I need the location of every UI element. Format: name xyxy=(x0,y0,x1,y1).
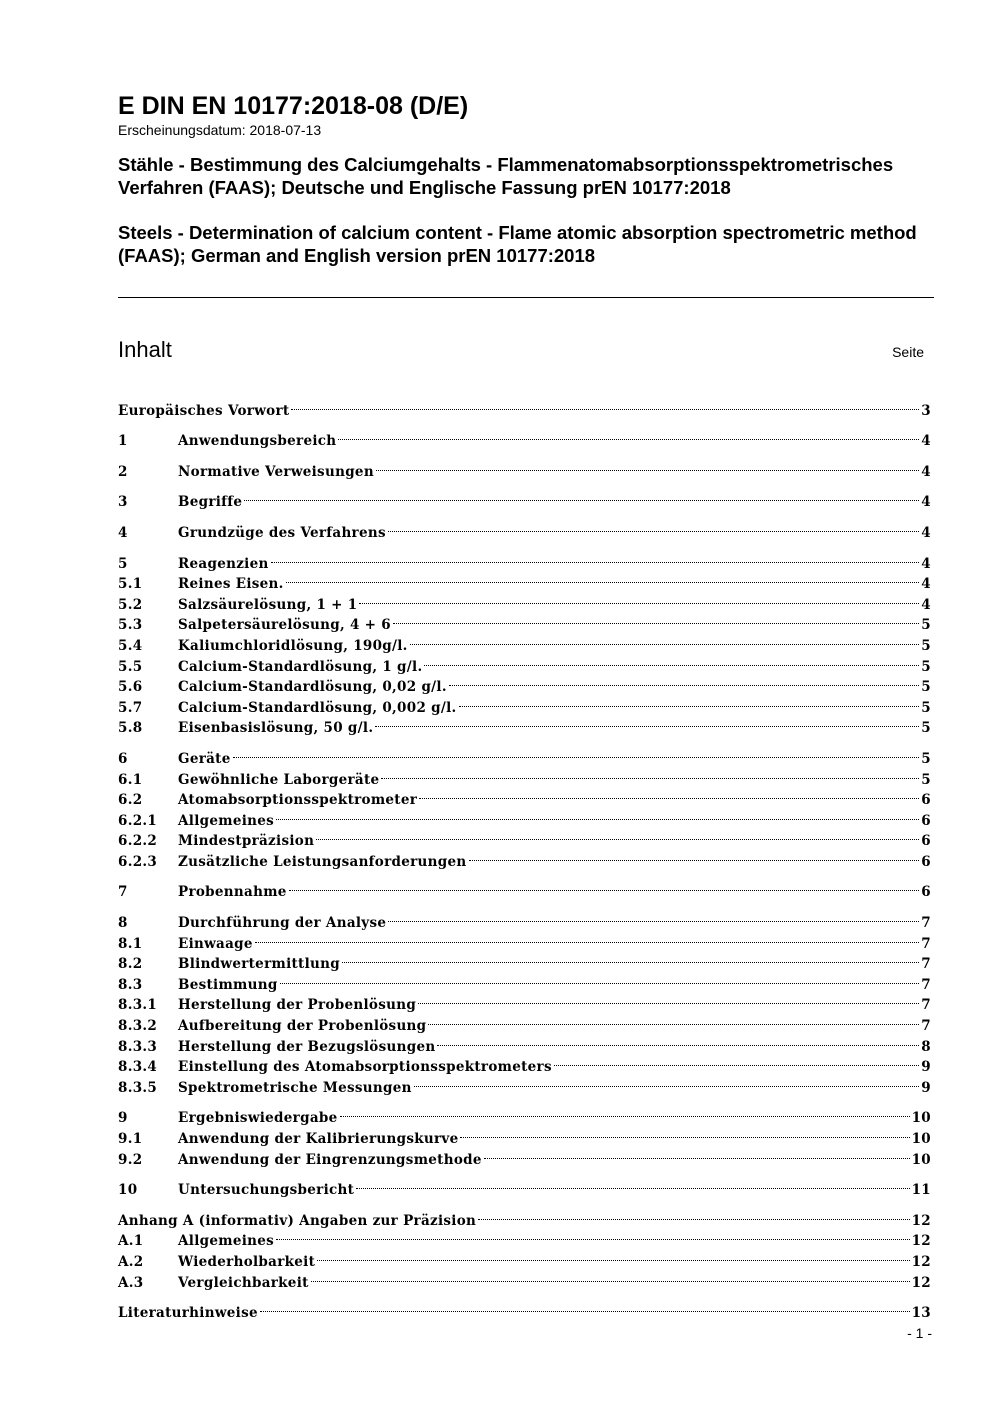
header-divider xyxy=(118,297,934,298)
toc-entry-number: 6.2.1 xyxy=(118,812,158,829)
toc-entry-number: 6.2.3 xyxy=(118,853,158,870)
toc-entry-number: 8.3.5 xyxy=(118,1079,158,1096)
toc-dot-leader xyxy=(271,547,920,568)
toc-entry-page[interactable]: 12 xyxy=(911,1253,931,1270)
toc-entry-number: 5.6 xyxy=(118,679,143,696)
toc-dot-leader xyxy=(381,763,919,784)
toc-dot-leader xyxy=(424,650,919,671)
toc-entry-page[interactable]: 7 xyxy=(921,1018,931,1035)
toc-entry-page[interactable]: 10 xyxy=(911,1110,931,1127)
toc-entry[interactable] xyxy=(118,1102,931,1127)
toc-entry-title[interactable]: Calcium-Standardlösung, 0,002 g/l. xyxy=(178,699,457,716)
toc-entry[interactable] xyxy=(118,455,931,480)
toc-dot-leader xyxy=(459,691,920,712)
toc-entry[interactable] xyxy=(118,763,931,788)
toc-dot-leader xyxy=(342,948,919,969)
toc-dot-leader xyxy=(359,588,919,609)
toc-entry-number: 5.5 xyxy=(118,658,143,675)
toc-entry-title[interactable]: Wiederholbarkeit xyxy=(178,1253,316,1270)
publication-date: Erscheinungsdatum: 2018-07-13 xyxy=(118,122,322,138)
toc-entry-title[interactable]: Literaturhinweise xyxy=(118,1305,258,1322)
toc-dot-leader xyxy=(280,968,920,989)
toc-entry-number: 5 xyxy=(118,555,128,572)
toc-entry-title[interactable]: Blindwertermittlung xyxy=(178,956,340,973)
toc-entry-title[interactable]: Spektrometrische Messungen xyxy=(178,1079,412,1096)
toc-entry-page[interactable]: 4 xyxy=(921,555,931,572)
toc-entry-title[interactable]: Reagenzien xyxy=(178,555,269,572)
toc-entry-title[interactable]: Untersuchungsbericht xyxy=(178,1182,355,1199)
toc-entry-page[interactable]: 5 xyxy=(921,699,931,716)
toc-dot-leader xyxy=(414,1071,920,1092)
toc-dot-leader xyxy=(460,1122,909,1143)
toc-dot-leader xyxy=(449,671,919,692)
toc-dot-leader xyxy=(410,629,920,650)
toc-dot-leader xyxy=(338,425,919,446)
toc-entry-number: 5.1 xyxy=(118,576,143,593)
toc-dot-leader xyxy=(437,1030,919,1051)
toc-heading: Inhalt xyxy=(118,337,172,362)
toc-entry-page[interactable]: 3 xyxy=(921,402,931,419)
toc-entry-title[interactable]: Gewöhnliche Laborgeräte xyxy=(178,771,380,788)
german-title: Stähle - Bestimmung des Calciumgehalts - Flammenatomabsorptionsspektrometrisches Verfahren (FAAS); Deutsche und Englische Fassung prEN 10177:2018 xyxy=(118,154,894,198)
english-title: Steels - Determination of calcium content - Flame atomic absorption spectrometric method (FAAS); German and English version prEN 10177:2018 xyxy=(118,222,917,266)
toc-entry-page[interactable]: 9 xyxy=(921,1079,931,1096)
toc-dot-leader xyxy=(244,486,919,507)
toc-entry-page[interactable]: 6 xyxy=(921,853,931,870)
toc-entry-title[interactable]: Probennahme xyxy=(178,884,287,901)
toc-dot-leader xyxy=(317,1245,909,1266)
toc-entry-title[interactable]: Allgemeines xyxy=(178,812,275,829)
toc-entry-number: 4 xyxy=(118,524,128,541)
toc-entry[interactable] xyxy=(118,876,931,901)
toc-dot-leader xyxy=(260,1297,910,1318)
toc-entry-title[interactable]: Anwendung der Eingrenzungsmethode xyxy=(178,1151,482,1168)
toc-entry-page[interactable]: 5 xyxy=(921,679,931,696)
toc-entry-number: 6.1 xyxy=(118,771,143,788)
toc-dot-leader xyxy=(376,455,919,476)
toc-entry-page[interactable]: 4 xyxy=(921,596,931,613)
toc-entry-page[interactable]: 4 xyxy=(921,463,931,480)
toc-entry-number: 5.7 xyxy=(118,699,143,716)
toc-dot-leader xyxy=(356,1174,909,1195)
toc-entry-title[interactable]: Kaliumchloridlösung, 190g/l. xyxy=(178,637,408,654)
toc-entry-title[interactable]: Grundzüge des Verfahrens xyxy=(178,524,386,541)
toc-dot-leader xyxy=(375,712,919,733)
toc-entry[interactable] xyxy=(118,394,931,419)
toc-entry-number: 8.3.2 xyxy=(118,1018,158,1035)
toc-entry-number: 8.2 xyxy=(118,956,143,973)
toc-dot-leader xyxy=(286,568,920,589)
toc-entry-title[interactable]: Anhang A (informativ) Angaben zur Präzision xyxy=(118,1212,477,1229)
toc-entry-number: 3 xyxy=(118,494,128,511)
toc-dot-leader xyxy=(255,927,920,948)
toc-dot-leader xyxy=(428,1009,919,1030)
toc-entry-title[interactable]: Durchführung der Analyse xyxy=(178,915,387,932)
toc-dot-leader xyxy=(469,845,920,866)
toc-entry-title[interactable]: Geräte xyxy=(178,750,231,767)
toc-entry-page[interactable]: 4 xyxy=(921,576,931,593)
toc-entry-page[interactable]: 10 xyxy=(911,1151,931,1168)
toc-entry-title[interactable]: Allgemeines xyxy=(178,1233,275,1250)
toc-entry-title[interactable]: Anwendungsbereich xyxy=(178,433,337,450)
toc-entry[interactable] xyxy=(118,425,931,450)
page-number: - 1 - xyxy=(907,1325,932,1341)
toc-entry-title[interactable]: Aufbereitung der Probenlösung xyxy=(178,1018,427,1035)
toc-entry-number: A.3 xyxy=(118,1274,144,1291)
toc-entry-number: 8.3.4 xyxy=(118,1059,158,1076)
toc-dot-leader xyxy=(478,1204,909,1225)
toc-entry-number: 9.2 xyxy=(118,1151,143,1168)
table-of-contents xyxy=(118,394,931,1322)
toc-entry-number: A.1 xyxy=(118,1233,144,1250)
toc-entry[interactable] xyxy=(118,547,931,572)
toc-dot-leader xyxy=(418,989,919,1010)
toc-entry-number: 9 xyxy=(118,1110,128,1127)
toc-entry-number: 8.3 xyxy=(118,976,143,993)
toc-dot-leader xyxy=(388,906,919,927)
toc-entry[interactable] xyxy=(118,1174,931,1199)
document-header xyxy=(118,92,934,267)
toc-entry-page[interactable]: 4 xyxy=(921,494,931,511)
toc-entry-title[interactable]: Zusätzliche Leistungsanforderungen xyxy=(178,853,467,870)
toc-entry-title[interactable]: Calcium-Standardlösung, 0,02 g/l. xyxy=(178,679,447,696)
toc-entry-page[interactable]: 9 xyxy=(921,1059,931,1076)
toc-entry-page[interactable]: 7 xyxy=(921,997,931,1014)
toc-entry-title[interactable]: Atomabsorptionsspektrometer xyxy=(178,792,418,809)
toc-entry-page[interactable]: 5 xyxy=(921,637,931,654)
toc-entry-title[interactable]: Einwaage xyxy=(178,935,253,952)
toc-entry-number: 5.3 xyxy=(118,617,143,634)
toc-entry[interactable] xyxy=(118,906,931,932)
toc-entry[interactable] xyxy=(118,742,931,767)
toc-entry-number: 5.4 xyxy=(118,637,143,654)
toc-entry-page[interactable]: 5 xyxy=(921,750,931,767)
toc-entry-number: 10 xyxy=(118,1182,138,1199)
toc-entry-number: 1 xyxy=(118,433,128,450)
toc-dot-leader xyxy=(276,804,919,825)
toc-entry-page[interactable]: 6 xyxy=(921,792,931,809)
toc-entry-title[interactable]: Mindestpräzision xyxy=(178,833,315,850)
toc-entry-page[interactable]: 10 xyxy=(911,1131,931,1147)
toc-entry-number: 5.8 xyxy=(118,720,143,737)
toc-entry-number: 6 xyxy=(118,750,128,767)
toc-entry-page[interactable]: 13 xyxy=(911,1305,931,1322)
toc-entry-page[interactable]: 8 xyxy=(921,1038,931,1055)
toc-dot-leader xyxy=(289,876,920,897)
toc-page-column-label: Seite xyxy=(892,344,924,360)
toc-entry-page[interactable]: 7 xyxy=(921,956,931,973)
toc-dot-leader xyxy=(388,516,919,537)
toc-dot-leader xyxy=(554,1051,919,1072)
toc-entry-title[interactable]: Normative Verweisungen xyxy=(178,463,374,480)
toc-entry-number: 6.2 xyxy=(118,792,143,809)
toc-entry-title[interactable]: Europäisches Vorwort xyxy=(118,402,290,419)
toc-entry[interactable] xyxy=(118,1297,931,1322)
toc-entry-page[interactable]: 4 xyxy=(921,433,931,450)
toc-entry-number: 9.1 xyxy=(118,1131,143,1147)
toc-entry-number: 6.2.2 xyxy=(118,833,158,850)
toc-entry-title[interactable]: Salpetersäurelösung, 4 + 6 xyxy=(178,617,391,634)
toc-dot-leader xyxy=(419,784,919,805)
toc-entry-page[interactable]: 5 xyxy=(921,771,931,788)
toc-entry[interactable] xyxy=(118,516,931,541)
toc-entry-title[interactable]: Herstellung der Probenlösung xyxy=(178,997,417,1014)
toc-entry-number: 8.3.1 xyxy=(118,997,158,1014)
toc-entry-page[interactable]: 7 xyxy=(921,915,931,932)
toc-entry-page[interactable]: 7 xyxy=(921,935,931,952)
toc-entry-number: 5.2 xyxy=(118,596,143,613)
toc-entry-title[interactable]: Reines Eisen. xyxy=(178,576,284,593)
toc-dot-leader xyxy=(311,1266,910,1287)
toc-entry-title[interactable]: Herstellung der Bezugslösungen xyxy=(178,1038,436,1055)
toc-entry-page[interactable]: 12 xyxy=(911,1212,931,1229)
toc-dot-leader xyxy=(291,394,919,415)
toc-entry-number: A.2 xyxy=(118,1253,144,1270)
toc-entry-number: 2 xyxy=(118,463,128,480)
toc-entry-page[interactable]: 6 xyxy=(921,833,931,850)
toc-entry-number: 8 xyxy=(118,915,128,932)
toc-entry-title[interactable]: Salzsäurelösung, 1 + 1 xyxy=(178,596,358,613)
toc-entry-title[interactable]: Begriffe xyxy=(178,494,243,511)
toc-entry-title[interactable]: Anwendung der Kalibrierungskurve xyxy=(178,1131,459,1147)
toc-entry-page[interactable]: 5 xyxy=(921,617,931,634)
toc-entry-page[interactable]: 11 xyxy=(911,1182,931,1199)
toc-entry-page[interactable]: 5 xyxy=(921,658,931,675)
toc-entry-page[interactable]: 6 xyxy=(921,884,931,901)
toc-entry[interactable] xyxy=(118,486,931,511)
toc-entry-title[interactable]: Eisenbasislösung, 50 g/l. xyxy=(178,720,374,737)
toc-entry-title[interactable]: Vergleichbarkeit xyxy=(178,1274,309,1291)
toc-entry-page[interactable]: 12 xyxy=(911,1274,931,1291)
toc-entry-title[interactable]: Ergebniswiedergabe xyxy=(178,1110,338,1127)
toc-entry-title[interactable]: Calcium-Standardlösung, 1 g/l. xyxy=(178,658,423,675)
toc-entry-title[interactable]: Einstellung des Atomabsorptionsspektrometers xyxy=(178,1059,552,1076)
toc-entry-page[interactable]: 5 xyxy=(921,720,931,737)
toc-entry-page[interactable]: 6 xyxy=(921,812,931,829)
toc-entry[interactable] xyxy=(118,1204,931,1229)
toc-dot-leader xyxy=(484,1143,910,1164)
toc-dot-leader xyxy=(393,609,919,630)
toc-dot-leader xyxy=(316,825,919,846)
document-id: E DIN EN 10177:2018-08 (D/E) xyxy=(118,92,469,120)
toc-entry-number: 8.3.3 xyxy=(118,1038,158,1055)
toc-dot-leader xyxy=(233,742,920,763)
toc-dot-leader xyxy=(340,1102,910,1123)
toc-entry-page[interactable]: 7 xyxy=(921,976,931,993)
toc-entry-number: 8.1 xyxy=(118,935,143,952)
toc-entry-number: 7 xyxy=(118,884,128,901)
toc-dot-leader xyxy=(276,1225,910,1246)
toc-entry-title[interactable]: Bestimmung xyxy=(178,976,278,993)
toc-entry-page[interactable]: 12 xyxy=(911,1233,931,1250)
toc-entry-page[interactable]: 4 xyxy=(921,524,931,541)
